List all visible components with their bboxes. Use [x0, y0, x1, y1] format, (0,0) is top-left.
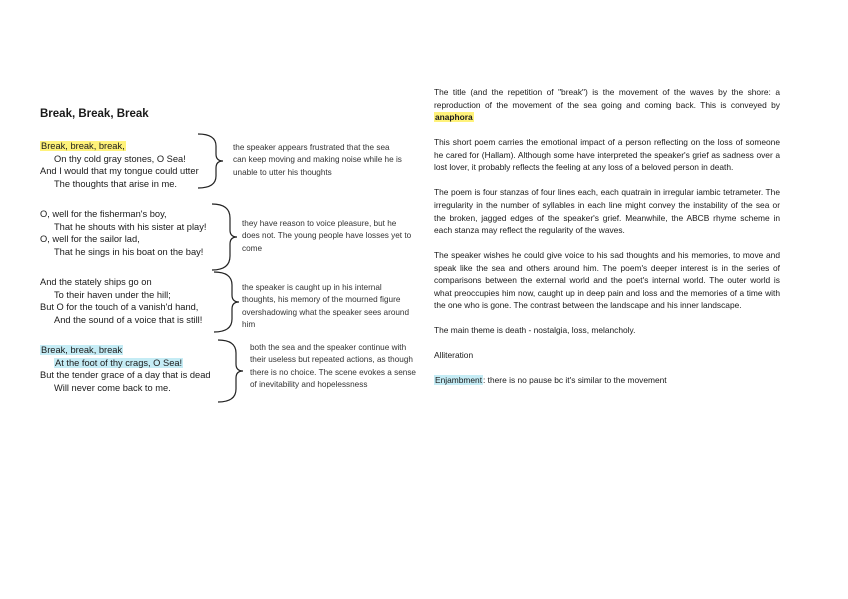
stanza-1-note: the speaker appears frustrated that the sea can keep moving and making noise while he is unable to utter his thoughts	[233, 143, 402, 177]
stanza-3-note: the speaker is caught up in his internal thoughts, his memory of the mourned figure overshadowing what the speaker sees around him	[242, 283, 410, 330]
commentary-paragraph-2: This short poem carries the emotional impact of a person reflecting on the loss of someone he cared for (Hallam). Although some have interpreted the speaker's grief as sadness over a lost lover, it probably reflects the feeling at any loss of a beloved person in death.	[434, 137, 780, 173]
poem-line: O, well for the sailor lad,	[40, 234, 140, 245]
poem-line: But the tender grace of a day that is dead	[40, 370, 211, 381]
poem-title: Break, Break, Break	[40, 108, 149, 120]
commentary-column	[434, 86, 780, 399]
poem-line: The thoughts that arise in me.	[54, 178, 177, 189]
commentary-paragraph-6: Alliteration	[434, 350, 474, 361]
poem-line: That he shouts with his sister at play!	[54, 221, 207, 232]
commentary-paragraph-4: The speaker wishes he could give voice to his sad thoughts and his memories, to move and speak like the sea and others around him. The poem's deeper interest is in the series of comparisons between the external world and the poet's internal world. The outer world is what preoccupies him now, caught up in deep pain and loss and the memories of a time with the one who is gone. The contrast between the landscape and his inner landscape.	[434, 250, 780, 311]
highlight-anaphora: anaphora	[435, 112, 473, 123]
poem-line: Break, break, break	[41, 345, 123, 355]
stanza-4	[40, 344, 230, 394]
stanza-2	[40, 208, 230, 258]
poem-line: Will never come back to me.	[54, 382, 171, 393]
poem-line: And the stately ships go on	[40, 277, 152, 287]
brace-3	[212, 270, 240, 334]
poem-line: To their haven under the hill;	[54, 289, 171, 300]
brace-2	[210, 202, 238, 272]
poem-line: That he sings in his boat on the bay!	[54, 246, 204, 257]
stanza-2-note: they have reason to voice pleasure, but he does not. The young people have losses yet to come	[242, 219, 412, 253]
brace-4	[216, 338, 244, 404]
commentary-paragraph-7: Enjambment: there is no pause bc it's similar to the movement	[435, 375, 667, 386]
poem-line: On thy cold gray stones, O Sea!	[54, 153, 186, 164]
poem-line: At the foot of thy crags, O Sea!	[55, 357, 183, 368]
poem-line: Break, break, break,	[41, 141, 125, 151]
commentary-paragraph-3: The poem is four stanzas of four lines each, each quatrain in irregular iambic tetrameter. The irregularity in the number of syllables in each line might convey the instability of the sea or the broken, jagged edges of the speaker's grief. Meanwhile, the ABCB rhyme scheme in each stanza may reflect the regularity of the waves.	[434, 187, 780, 236]
poem-line: O, well for the fisherman's boy,	[40, 209, 167, 219]
commentary-paragraph-5: The main theme is death - nostalgia, loss, melancholy.	[434, 325, 636, 336]
brace-1	[196, 132, 224, 190]
poem-line: And the sound of a voice that is still!	[54, 314, 203, 325]
commentary-paragraph-1: The title (and the repetition of "break") is the movement of the waves by the shore: a reproduction of the movement of the sea going and coming back. This is conveyed by anaphora	[434, 87, 780, 123]
stanza-3	[40, 276, 230, 326]
highlight-enjambment: Enjambment	[435, 375, 483, 386]
stanza-4-note: both the sea and the speaker continue with their useless but repeated actions, as though there is no choice. The scene evokes a sense of inevitability and hopelessness	[250, 343, 416, 390]
poem-line: But O for the touch of a vanish'd hand,	[40, 302, 199, 313]
poem-line: And I would that my tongue could utter	[40, 166, 199, 177]
